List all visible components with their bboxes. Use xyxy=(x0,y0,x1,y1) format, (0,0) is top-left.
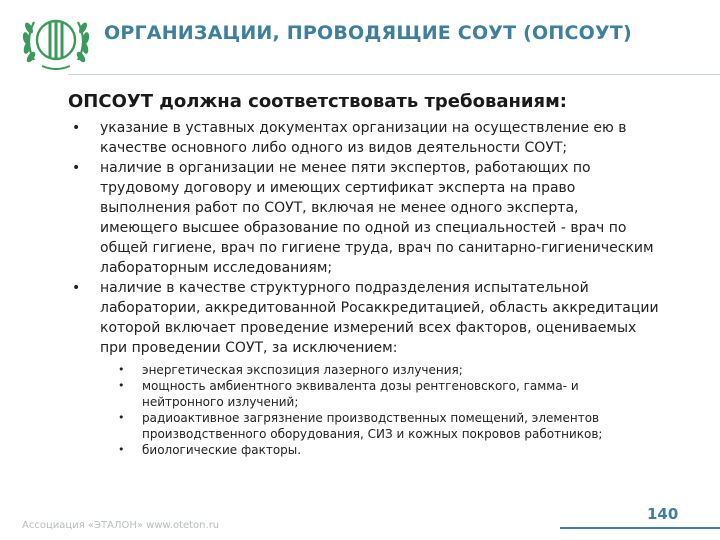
requirement-text-line: выполнения работ по СОУТ, включая не менее одного эксперта, xyxy=(100,200,579,216)
requirement-text-line: которой включает проведение измерений всех факторов, оцениваемых xyxy=(100,320,637,336)
requirement-text-line: лабораторным исследованиям; xyxy=(100,260,333,276)
page-title: ОРГАНИЗАЦИИ, ПРОВОДЯЩИЕ СОУТ (ОПСОУТ) xyxy=(104,22,632,44)
bullet-marker: • xyxy=(118,379,125,392)
exception-text-line: биологические факторы. xyxy=(142,443,302,457)
organization-logo xyxy=(20,8,92,74)
bullet-marker: • xyxy=(72,280,81,296)
requirements-list xyxy=(68,118,694,458)
requirement-text-line: указание в уставных документах организации на осуществление ею в xyxy=(100,120,627,136)
bullet-marker: • xyxy=(72,120,81,136)
exception-text-line: производственного оборудования, СИЗ и кожных покровов работников; xyxy=(142,427,603,441)
requirement-item xyxy=(68,278,694,458)
exception-item xyxy=(104,442,694,458)
requirement-text-line: трудовому договору и имеющих сертификат эксперта на право xyxy=(100,180,576,196)
bullet-marker: • xyxy=(118,363,125,376)
requirement-text-line: наличие в качестве структурного подразделения испытательной xyxy=(100,280,589,296)
section-subtitle: ОПСОУТ должна соответствовать требованиям: xyxy=(68,91,568,112)
exception-text-line: мощность амбиентного эквивалента дозы рентгеновского, гамма- и xyxy=(142,379,579,393)
title-divider xyxy=(68,74,720,75)
page-number-underline xyxy=(560,527,720,529)
requirement-text-line: лаборатории, аккредитованной Росаккредитацией, область аккредитации xyxy=(100,300,659,316)
requirement-text-line: при проведении СОУТ, за исключением: xyxy=(100,340,398,356)
exception-item xyxy=(104,378,694,410)
requirement-item xyxy=(68,118,694,158)
footer-organization: Ассоциация «ЭТАЛОН» www.oteton.ru xyxy=(22,520,220,531)
bullet-marker: • xyxy=(118,443,125,456)
exception-text-line: нейтронного излучений; xyxy=(142,395,299,409)
exception-item xyxy=(104,362,694,378)
bullet-marker: • xyxy=(72,160,81,176)
exception-list xyxy=(100,362,694,458)
requirement-text-line: имеющего высшее образование по одной из специальностей - врач по xyxy=(100,220,627,236)
requirement-text-line: качестве основного либо одного из видов деятельности СОУТ; xyxy=(100,140,568,156)
exception-text-line: энергетическая экспозиция лазерного излучения; xyxy=(142,363,463,377)
exception-item xyxy=(104,410,694,442)
wreath-logo-icon xyxy=(20,8,92,74)
requirement-text-line: общей гигиене, врач по гигиене труда, врач по санитарно-гигиеническим xyxy=(100,240,654,256)
requirement-text-line: наличие в организации не менее пяти экспертов, работающих по xyxy=(100,160,591,176)
page-number: 140 xyxy=(647,505,679,523)
bullet-marker: • xyxy=(118,411,125,424)
requirement-item xyxy=(68,158,694,278)
exception-text-line: радиоактивное загрязнение производственных помещений, элементов xyxy=(142,411,600,425)
